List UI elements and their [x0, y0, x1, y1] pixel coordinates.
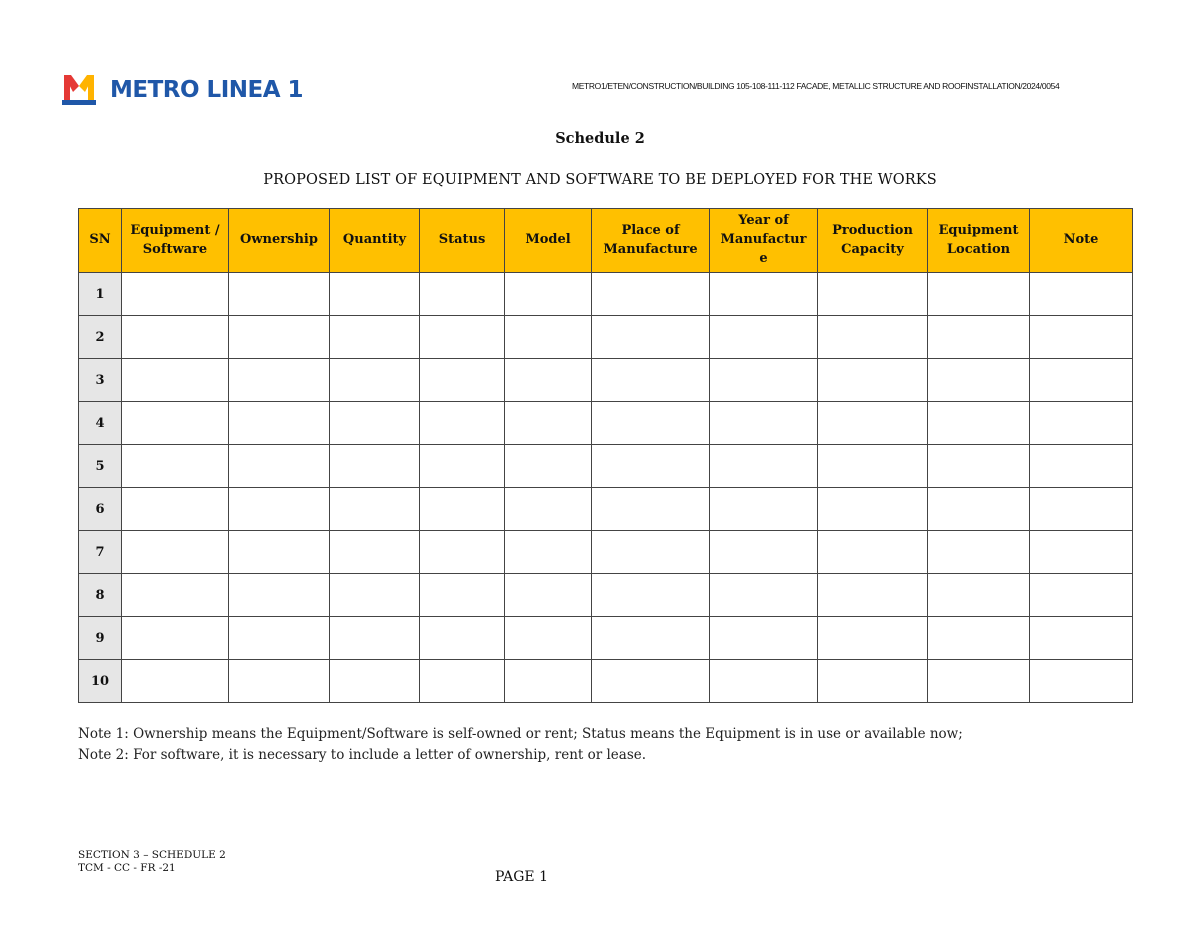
table-cell: [818, 531, 928, 574]
table-cell: [928, 660, 1030, 703]
table-cell: [505, 316, 592, 359]
notes: [78, 724, 963, 766]
header-production-capacity: Production Capacity: [818, 209, 928, 273]
header-year-of-manufacture: Year of Manufactur e: [710, 209, 818, 273]
table-row: [79, 402, 1133, 445]
document-reference: METRO1/ETEN/CONSTRUCTION/BUILDING 105-108-111-112 FACADE, METALLIC STRUCTURE AND ROOFINSTALLATION/2024/0054: [572, 81, 1060, 91]
table-row: [79, 488, 1133, 531]
table-cell: [122, 574, 229, 617]
header-status: Status: [420, 209, 505, 273]
header-place-of-manufacture: Place of Manufacture: [592, 209, 710, 273]
row-sn: 2: [79, 316, 122, 359]
table-cell: [505, 660, 592, 703]
table-cell: [330, 359, 420, 402]
table-row: [79, 316, 1133, 359]
table-cell: [818, 273, 928, 316]
table-cell: [818, 445, 928, 488]
header-ownership: Ownership: [229, 209, 330, 273]
footer-code: TCM - CC - FR -21: [78, 861, 176, 874]
table-cell: [1030, 617, 1133, 660]
footer-section: SECTION 3 – SCHEDULE 2: [78, 849, 226, 861]
table-cell: [229, 316, 330, 359]
row-sn: 5: [79, 445, 122, 488]
table-cell: [122, 445, 229, 488]
table-cell: [505, 488, 592, 531]
table-cell: [818, 402, 928, 445]
table-cell: [710, 273, 818, 316]
table-cell: [122, 402, 229, 445]
table-cell: [928, 617, 1030, 660]
table-cell: [330, 574, 420, 617]
table-cell: [505, 273, 592, 316]
note-1: Note 1: Ownership means the Equipment/Software is self-owned or rent; Status means the Equipment is in use or available now;: [78, 726, 963, 742]
main-title: PROPOSED LIST OF EQUIPMENT AND SOFTWARE TO BE DEPLOYED FOR THE WORKS: [263, 172, 937, 188]
table-cell: [505, 402, 592, 445]
table-cell: [710, 574, 818, 617]
table-cell: [928, 531, 1030, 574]
table-cell: [592, 273, 710, 316]
row-sn: 8: [79, 574, 122, 617]
table-cell: [122, 617, 229, 660]
table-cell: [818, 359, 928, 402]
table-cell: [420, 531, 505, 574]
note-2: Note 2: For software, it is necessary to include a letter of ownership, rent or lease.: [78, 747, 647, 763]
table-body: [79, 273, 1133, 703]
table-cell: [505, 359, 592, 402]
table-cell: [229, 660, 330, 703]
header-sn: SN: [79, 209, 122, 273]
table-cell: [330, 316, 420, 359]
table-cell: [505, 531, 592, 574]
table-header-row: [79, 209, 1133, 273]
row-sn: 10: [79, 660, 122, 703]
table-cell: [1030, 660, 1133, 703]
row-sn: 7: [79, 531, 122, 574]
header-equipment-software: Equipment / Software: [122, 209, 229, 273]
table-cell: [229, 574, 330, 617]
table-cell: [592, 488, 710, 531]
table-cell: [505, 617, 592, 660]
table-cell: [592, 445, 710, 488]
table-cell: [420, 402, 505, 445]
table-cell: [592, 402, 710, 445]
table-cell: [122, 660, 229, 703]
table-cell: [122, 359, 229, 402]
table-cell: [420, 273, 505, 316]
metro-m-icon: [60, 73, 98, 107]
logo-text: METRO LINEA 1: [110, 77, 304, 103]
table-cell: [229, 402, 330, 445]
table-cell: [122, 488, 229, 531]
equipment-table: [78, 208, 1133, 703]
table-cell: [592, 660, 710, 703]
row-sn: 1: [79, 273, 122, 316]
table-row: [79, 617, 1133, 660]
table-cell: [710, 660, 818, 703]
table-cell: [420, 617, 505, 660]
table-cell: [420, 574, 505, 617]
table-cell: [122, 316, 229, 359]
table-cell: [928, 273, 1030, 316]
table-row: [79, 273, 1133, 316]
table-cell: [420, 359, 505, 402]
table-cell: [420, 445, 505, 488]
table-cell: [710, 316, 818, 359]
table-cell: [928, 574, 1030, 617]
table-cell: [122, 273, 229, 316]
table-cell: [330, 617, 420, 660]
table-row: [79, 574, 1133, 617]
row-sn: 3: [79, 359, 122, 402]
table-cell: [420, 316, 505, 359]
table-cell: [505, 574, 592, 617]
metro-linea-logo: [60, 72, 303, 108]
table-cell: [818, 617, 928, 660]
row-sn: 6: [79, 488, 122, 531]
table-cell: [1030, 574, 1133, 617]
header-equipment-location: Equipment Location: [928, 209, 1030, 273]
table-row: [79, 531, 1133, 574]
table-cell: [330, 488, 420, 531]
table-cell: [229, 531, 330, 574]
table-cell: [818, 316, 928, 359]
table-cell: [710, 402, 818, 445]
header-quantity: Quantity: [330, 209, 420, 273]
table-cell: [818, 660, 928, 703]
table-row: [79, 445, 1133, 488]
schedule-title: Schedule 2: [555, 130, 645, 147]
table-cell: [420, 488, 505, 531]
table-cell: [1030, 273, 1133, 316]
table-cell: [710, 617, 818, 660]
table-cell: [1030, 531, 1133, 574]
table-cell: [229, 488, 330, 531]
table-cell: [928, 445, 1030, 488]
table-cell: [592, 316, 710, 359]
table-cell: [928, 488, 1030, 531]
table-cell: [229, 359, 330, 402]
header-note: Note: [1030, 209, 1133, 273]
table-cell: [330, 531, 420, 574]
table-cell: [1030, 316, 1133, 359]
table-cell: [1030, 402, 1133, 445]
table-cell: [420, 660, 505, 703]
table-cell: [710, 488, 818, 531]
table-cell: [330, 273, 420, 316]
table-cell: [592, 617, 710, 660]
table-row: [79, 660, 1133, 703]
table-cell: [330, 660, 420, 703]
table-cell: [1030, 359, 1133, 402]
table-cell: [505, 445, 592, 488]
table-cell: [229, 445, 330, 488]
table-cell: [1030, 488, 1133, 531]
footer-section-info: [78, 849, 226, 874]
table-cell: [592, 531, 710, 574]
row-sn: 4: [79, 402, 122, 445]
table-cell: [710, 531, 818, 574]
table-cell: [592, 359, 710, 402]
table-cell: [710, 445, 818, 488]
table-cell: [1030, 445, 1133, 488]
row-sn: 9: [79, 617, 122, 660]
table-cell: [818, 574, 928, 617]
table-cell: [592, 574, 710, 617]
table-row: [79, 359, 1133, 402]
table-cell: [928, 316, 1030, 359]
table-cell: [122, 531, 229, 574]
table-cell: [928, 359, 1030, 402]
table-cell: [818, 488, 928, 531]
table-cell: [928, 402, 1030, 445]
table-cell: [229, 273, 330, 316]
table-cell: [710, 359, 818, 402]
table-cell: [330, 445, 420, 488]
header-model: Model: [505, 209, 592, 273]
table-cell: [330, 402, 420, 445]
table-cell: [229, 617, 330, 660]
page-number: PAGE 1: [495, 869, 549, 885]
